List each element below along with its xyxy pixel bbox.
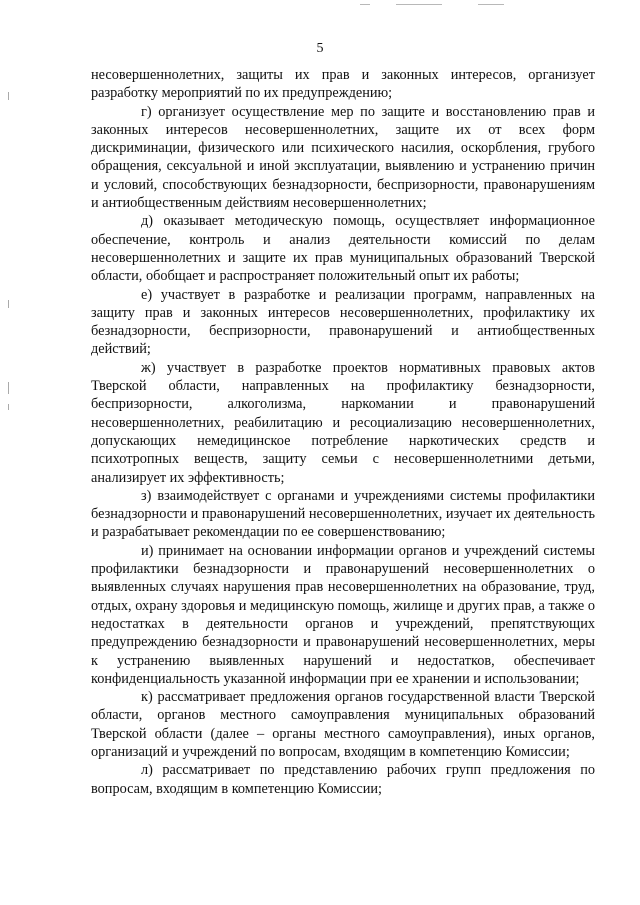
page-number: 5 (316, 41, 324, 56)
paragraph-item-k: к) рассматривает предложения органов государственной власти Тверской области, органов местного самоуправления муниципальных образований Тверской области (далее – органы местного самоуправления), иных органов, организаций и учреждений по вопросам, входящим в компетенцию Комиссии; (91, 689, 595, 760)
paragraph-continuation: несовершеннолетних, защиты их прав и законных интересов, организует разработку мероприятий по их предупреждению; (91, 67, 595, 102)
paragraph-item-g: г) организует осуществление мер по защите и восстановлению прав и законных интересов несовершеннолетних, защите их от всех форм дискриминации, физического или психического насилия, оскорбления, грубого обращения, сексуальной и иной эксплуатации, выявлению и устранению причин и условий, способствующих безнадзорности, беспризорности, правонарушениям и антиобщественным действиям несовершеннолетних; (91, 103, 595, 212)
paragraph-item-z: з) взаимодействует с органами и учреждениями системы профилактики безнадзорности и правонарушений несовершеннолетних, изучает их деятельность и разрабатывает рекомендации по ее совершенствованию; (91, 487, 595, 541)
paragraph-item-l: л) рассматривает по представлению рабочих групп предложения по вопросам, входящим в компетенцию Комиссии; (91, 762, 595, 797)
paragraph-item-e: е) участвует в разработке и реализации программ, направленных на защиту прав и законных интересов несовершеннолетних, профилактику их безнадзорности, беспризорности, правонарушений и антиобщественных действий; (91, 286, 595, 358)
paragraph-item-i: и) принимает на основании информации органов и учреждений системы профилактики безнадзорности и правонарушений несовершеннолетних о выявленных случаях нарушения прав несовершеннолетних на образование, труд, отдых, охрану здоровья и медицинскую помощь, жилище и других прав, а также о недостатках в деятельности органов и учреждений, препятствующих предупреждению безнадзорности и правонарушений несовершеннолетних, меры к устранению выявленных нарушений и недостатков, обеспечивает конфиденциальность указанной информации при ее хранении и использовании; (91, 542, 595, 687)
document-body (91, 66, 595, 798)
paragraph-item-d: д) оказывает методическую помощь, осуществляет информационное обеспечение, контроль и анализ деятельности комиссий по делам несовершеннолетних и защите их прав муниципальных образований Тверской области, обобщает и распространяет положительный опыт их работы; (91, 213, 595, 285)
scan-artifact-marks (360, 4, 510, 5)
paragraph-item-zh: ж) участвует в разработке проектов нормативных правовых актов Тверской области, направленных на профилактику безнадзорности, беспризорности, алкоголизма, наркомании и правонарушений несовершеннолетних, реабилитацию и ресоциализацию несовершеннолетних, допускающих немедицинское потребление наркотических средств и психотропных веществ, защиту семьи с несовершеннолетними детьми, анализирует их эффективность; (91, 359, 595, 486)
